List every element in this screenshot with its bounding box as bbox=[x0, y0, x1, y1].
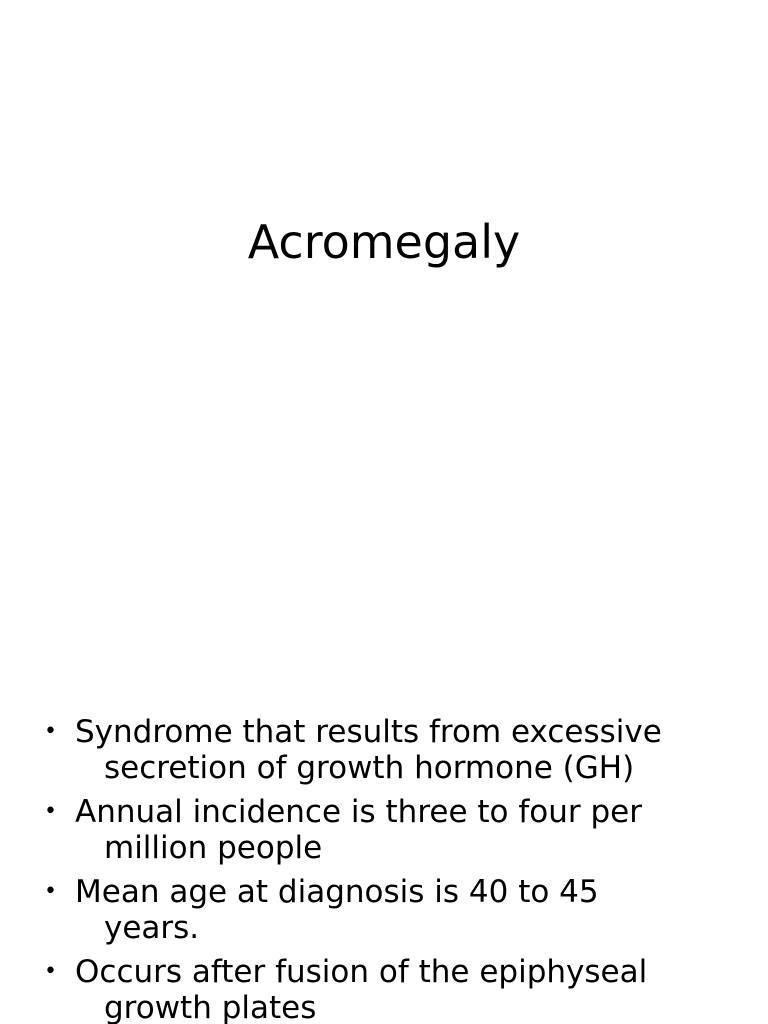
bullet-list bbox=[44, 714, 744, 1024]
bullet-item bbox=[44, 874, 744, 946]
bullet-text-line1: Mean age at diagnosis is 40 to 45 bbox=[75, 874, 599, 910]
bullet-dot-icon: • bbox=[44, 959, 57, 984]
bullet-text-line1: Annual incidence is three to four per bbox=[75, 794, 642, 830]
bullet-dot-icon: • bbox=[44, 719, 57, 744]
bullet-dot-icon: • bbox=[44, 799, 57, 824]
bullet-item bbox=[44, 954, 744, 1024]
bullet-item bbox=[44, 794, 744, 866]
bullet-text-line2: million people bbox=[104, 830, 323, 866]
bullet-dot-icon: • bbox=[44, 879, 57, 904]
bullet-item bbox=[44, 714, 744, 786]
bullet-text-line2: years. bbox=[104, 910, 200, 946]
bullet-text-line1: Occurs after fusion of the epiphyseal bbox=[75, 954, 648, 990]
bullet-text-line2: growth plates bbox=[104, 990, 317, 1024]
bullet-text-line1: Syndrome that results from excessive bbox=[75, 714, 662, 750]
bullet-text-line2: secretion of growth hormone (GH) bbox=[104, 750, 635, 786]
slide-title: Acromegaly bbox=[247, 215, 521, 269]
